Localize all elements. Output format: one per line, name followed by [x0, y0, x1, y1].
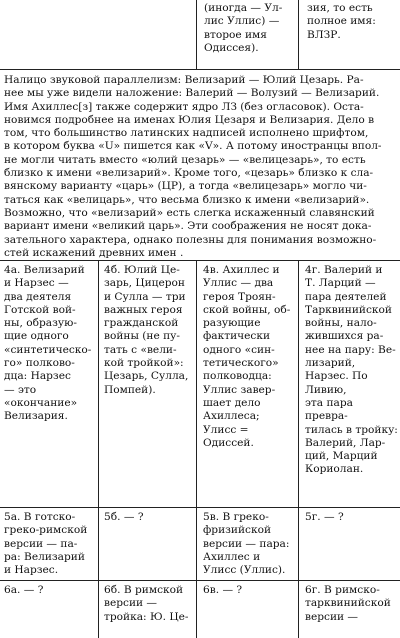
- table-cell-6a: 6а. — ?: [4, 584, 44, 596]
- table-rule: [0, 507, 400, 508]
- table-cell-6v: 6в. — ?: [203, 584, 243, 596]
- table-rule: [98, 260, 99, 638]
- body-paragraph: Налицо звуковой параллелизм: Велизарий — Юлий Цезарь. Ра- нее мы уже видели наложение: Валерий — Волузий — Велизарий. Имя Ахиллес[з] также содержит ядро ЛЗ (без огласовок). Оста- новимся подробнее на именах Юлия Цезаря и Велизария. Дело в том, что большинство латинских надписей исполнено шрифтом, в котором буква «U» пишется как «V». А потому иностранцы впол- не могли читать вместо «юлий цезарь» — «велицезарь», то есть близко к имени «велизарий». Кроме того, «цезарь» близко к сла- вянскому варианту «царь» (ЦР), а тогда «велицезарь» могло чи- таться как «велицарь», что весьма близко к имени «велизарий». Возможно, что «велизарий» есть слегка искаженный славянский вариант имени «великий царь». Эти соображения не носят дока- зательного характера, однако полезны для понимания возможно- стей искажений древних имен .: [4, 74, 382, 259]
- table-cell-4g: 4г. Валерий и Т. Ларций — пара деятелей Тарквинийской войны, нало- жившихся ра- нее на пару: Ве- лизарий, Нарзес. По Ливию, эта пара превра- тилась в тройку: Валерий, Лар- ций, Марций Кориолан.: [305, 264, 398, 476]
- table-rule: [0, 260, 400, 261]
- table-rule: [196, 0, 197, 69]
- table-cell-5v: 5в. В греко- фризийской версии — пара: Ахиллес и Улисс (Уллис).: [203, 511, 290, 577]
- table-rule: [0, 69, 400, 70]
- table-cell-odysseus-note: (иногда — Ул- лис Уллис) — второе имя Одиссея).: [204, 2, 283, 54]
- table-rule: [298, 0, 299, 69]
- table-cell-6b: 6б. В римской версии — тройка: Ю. Це-: [104, 584, 189, 623]
- table-cell-4b: 4б. Юлий Це- зарь, Цицерон и Сулла — три важных героя гражданской войны (не пу- тать с «вели- кой тройкой»: Цезарь, Сулла, Помпей).: [104, 264, 189, 396]
- table-cell-4v: 4в. Ахиллес и Уллис — два героя Троян- ской войны, об- разующие фактически одного «син- тетического» полководца: Уллис завер- шает дело Ахиллеса; Улисс = Одиссей.: [203, 264, 291, 449]
- table-rule: [0, 580, 400, 581]
- table-cell-5g: 5г. — ?: [305, 511, 344, 523]
- table-cell-5a: 5а. В готско- греко-римской версии — па- ра: Велизарий и Нарзес.: [4, 511, 88, 577]
- table-cell-5b: 5б. — ?: [104, 511, 144, 523]
- table-rule: [196, 260, 197, 638]
- table-cell-vlzr-note: зия, то есть полное имя: ВЛЗР.: [307, 2, 376, 41]
- table-cell-4a: 4а. Велизарий и Нарзес — два деятеля Готской вой- ны, образую- щие одного «синтетическо- го» полково- дца: Нарзес — это «окончание» Велизария.: [4, 264, 92, 423]
- table-rule: [298, 260, 299, 638]
- table-cell-6g: 6г. В римско- тарквинийской версии —: [305, 584, 391, 623]
